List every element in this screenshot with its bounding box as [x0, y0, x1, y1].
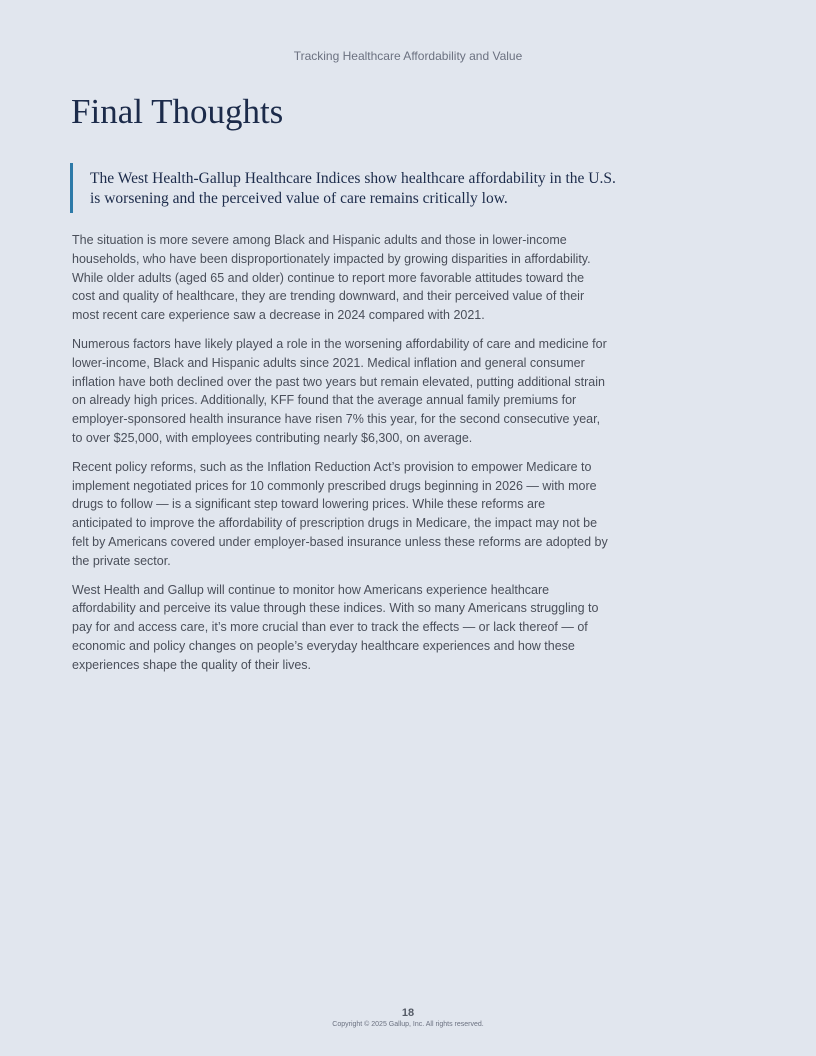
paragraph-3: Recent policy reforms, such as the Inflation Reduction Act’s provision to empower Medicare to implement negotiated prices for 10 commonly prescribed drugs beginning in 2026 — with more drugs to follow — is a significant step toward lowering prices. While these reforms are anticipated to improve the affordability of prescription drugs in Medicare, the impact may not be felt by Americans covered under employer-based insurance unless these reforms are adopted by the private sector. [72, 459, 608, 568]
paragraph-2: Numerous factors have likely played a role in the worsening affordability of care and medicine for lower-income, Black and Hispanic adults since 2021. Medical inflation and general consumer inflation have both declined over the past two years but remain elevated, putting additional strain on already high prices. Additionally, KFF found that the average annual family premiums for employer-sponsored health insurance have risen 7% this year, for the second consecutive year, to over $25,000, with employees contributing nearly $6,300, on average. [72, 336, 607, 445]
paragraph-1: The situation is more severe among Black and Hispanic adults and those in lower-income households, who have been disproportionately impacted by growing disparities in affordability. While older adults (aged 65 and older) continue to report more favorable attitudes toward the cost and quality of healthcare, they are trending downward, and their perceived value of their most recent care experience saw a decrease in 2024 compared with 2021. [72, 233, 591, 323]
page-title: Final Thoughts [71, 92, 284, 131]
running-header: Tracking Healthcare Affordability and Value [293, 49, 523, 63]
copyright-notice: Copyright © 2025 Gallup, Inc. All rights reserved. [332, 1021, 484, 1028]
paragraph-4: West Health and Gallup will continue to monitor how Americans experience healthcare affordability and perceive its value through these indices. With so many Americans struggling to pay for and access care, it’s more crucial than ever to track the effects — or lack thereof — of economic and policy changes on people’s everyday healthcare experiences and how these experiences shape the quality of their lives. [72, 582, 599, 672]
pull-quote: The West Health-Gallup Healthcare Indices show healthcare affordability in the U.S. is worsening and the perceived value of care remains critically low. [70, 163, 620, 213]
page-number: 18 [401, 1007, 415, 1019]
body-text [72, 231, 608, 685]
